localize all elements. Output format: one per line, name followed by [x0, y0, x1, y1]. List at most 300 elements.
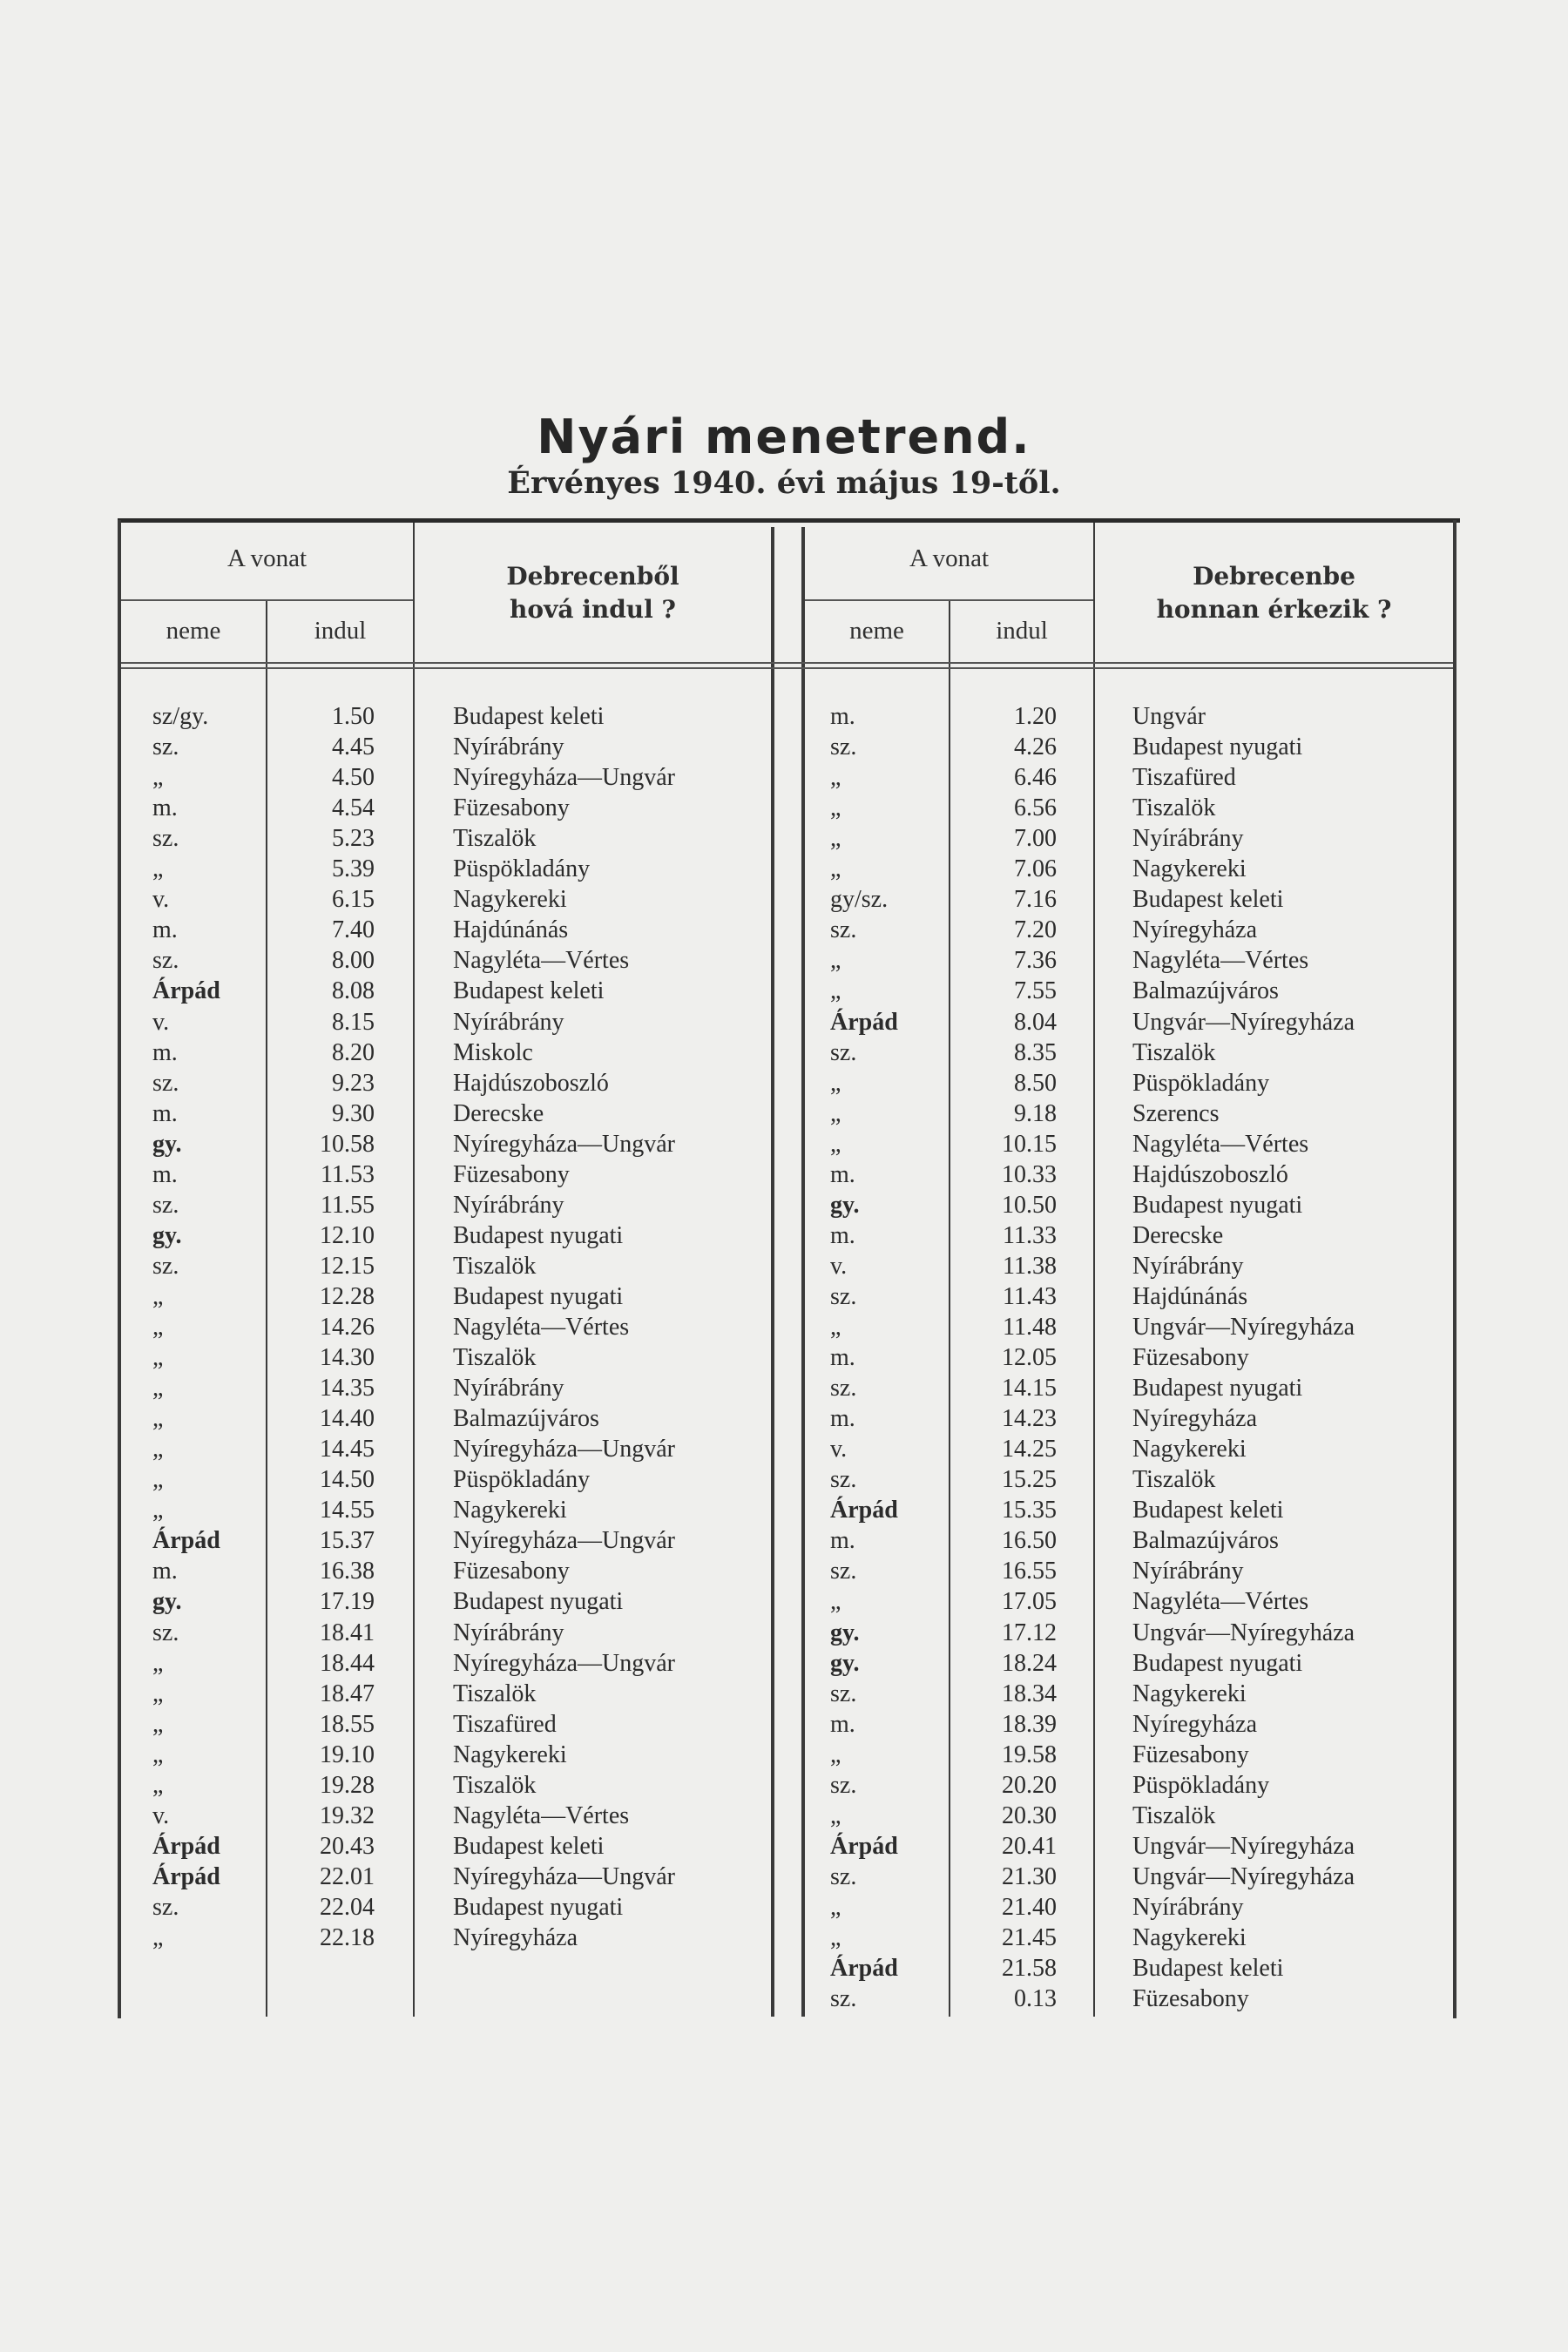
- train-type: „: [152, 1282, 164, 1310]
- train-type: „: [830, 825, 841, 853]
- station-name: Füzesabony: [1132, 1985, 1249, 2013]
- train-time: 18.24: [1002, 1649, 1057, 1677]
- station-name: Hajdúnánás: [1132, 1282, 1248, 1310]
- train-type: sz.: [830, 1466, 857, 1494]
- station-name: Nyíregyháza: [1132, 1405, 1258, 1433]
- train-time: 15.37: [320, 1527, 375, 1555]
- train-type: sz.: [830, 1038, 857, 1066]
- train-type: v.: [152, 886, 170, 914]
- train-time: 6.15: [332, 886, 375, 914]
- arrivals-group-header: A vonat: [909, 544, 990, 572]
- train-type: gy.: [152, 1588, 182, 1616]
- arrivals-row: [0, 1618, 1568, 1648]
- train-type: „: [152, 1344, 164, 1372]
- train-time: 7.55: [1014, 977, 1057, 1005]
- station-name: Nyírábrány: [453, 1191, 564, 1219]
- arrivals-row: [0, 1862, 1568, 1892]
- train-type: sz.: [830, 733, 857, 761]
- arrivals-row: [0, 1984, 1568, 2014]
- station-name: Tiszalök: [453, 1771, 537, 1799]
- train-type: „: [152, 1405, 164, 1433]
- station-name: Hajdúszoboszló: [1132, 1160, 1288, 1188]
- arrivals-row: [0, 884, 1568, 915]
- station-name: Füzesabony: [1132, 1740, 1249, 1768]
- train-time: 19.32: [320, 1801, 375, 1829]
- station-name: Füzesabony: [453, 1160, 570, 1188]
- station-name: Balmazújváros: [1132, 1527, 1279, 1555]
- arrivals-col-kind: neme: [849, 617, 904, 645]
- train-type: „: [152, 1740, 164, 1768]
- train-time: 20.20: [1002, 1771, 1057, 1799]
- train-type: m.: [830, 1344, 855, 1372]
- train-type: „: [152, 1924, 164, 1951]
- train-time: 14.15: [1002, 1375, 1057, 1402]
- station-name: Tiszalök: [453, 1680, 537, 1707]
- arrivals-row: [0, 1556, 1568, 1586]
- train-time: 18.44: [320, 1649, 375, 1677]
- train-time: 10.58: [320, 1130, 375, 1158]
- arrivals-row: [0, 1679, 1568, 1709]
- train-type: „: [830, 1314, 841, 1341]
- arrivals-row: [0, 732, 1568, 762]
- train-type: Árpád: [152, 1862, 220, 1890]
- departures-col-destination-line2: hová indul ?: [510, 595, 676, 624]
- station-name: Nagykereki: [1132, 855, 1247, 883]
- station-name: Ungvár: [1132, 703, 1206, 730]
- train-type: gy.: [830, 1191, 860, 1219]
- train-time: 12.10: [320, 1221, 375, 1249]
- station-name: Nagykereki: [1132, 1924, 1247, 1951]
- station-name: Hajdúszoboszló: [453, 1069, 609, 1097]
- arrivals-row: [0, 854, 1568, 884]
- train-time: 17.05: [1002, 1588, 1057, 1616]
- train-type: „: [830, 855, 841, 883]
- station-name: Derecske: [453, 1099, 544, 1127]
- station-name: Tiszalök: [453, 825, 537, 853]
- train-time: 22.18: [320, 1924, 375, 1951]
- station-name: Nagyléta—Vértes: [453, 1801, 630, 1829]
- train-time: 11.38: [1003, 1252, 1057, 1280]
- station-name: Budapest nyugati: [1132, 1375, 1303, 1402]
- train-time: 0.13: [1014, 1985, 1057, 2013]
- station-name: Nyíregyháza: [453, 1924, 578, 1951]
- station-name: Tiszalök: [453, 1252, 537, 1280]
- train-time: 8.20: [332, 1038, 375, 1066]
- station-name: Nyíregyháza: [1132, 916, 1258, 944]
- train-time: 10.33: [1002, 1160, 1057, 1188]
- arrivals-row: [0, 1892, 1568, 1923]
- arrivals-row: [0, 1709, 1568, 1740]
- train-type: „: [830, 1924, 841, 1951]
- train-type: m.: [830, 1527, 855, 1555]
- train-time: 7.20: [1014, 916, 1057, 944]
- train-time: 8.04: [1014, 1008, 1057, 1036]
- arrivals-row: [0, 945, 1568, 976]
- arrivals-row: [0, 701, 1568, 732]
- train-type: v.: [152, 1801, 170, 1829]
- arrivals-row: [0, 1648, 1568, 1679]
- departures-group-underline: [121, 599, 413, 601]
- train-type: sz.: [830, 1985, 857, 2013]
- train-time: 16.55: [1002, 1558, 1057, 1585]
- train-type: sz.: [830, 916, 857, 944]
- station-name: Budapest nyugati: [1132, 1191, 1303, 1219]
- train-time: 4.26: [1014, 733, 1057, 761]
- station-name: Nyíregyháza—Ungvár: [453, 764, 676, 792]
- station-name: Püspökladány: [1132, 1069, 1270, 1097]
- arrivals-row: [0, 1037, 1568, 1068]
- station-name: Balmazújváros: [1132, 977, 1279, 1005]
- station-name: Ungvár—Nyíregyháza: [1132, 1619, 1355, 1646]
- train-time: 1.50: [332, 703, 375, 730]
- departures-col-kind: neme: [166, 617, 221, 645]
- station-name: Püspökladány: [453, 1466, 591, 1494]
- station-name: Nyírábrány: [1132, 825, 1244, 853]
- train-type: Árpád: [152, 1527, 220, 1555]
- train-time: 7.16: [1014, 886, 1057, 914]
- train-type: m.: [152, 1099, 178, 1127]
- train-type: sz.: [830, 1862, 857, 1890]
- arrivals-row: [0, 1251, 1568, 1281]
- train-type: „: [830, 1893, 841, 1921]
- arrivals-col-origin-line1: Debrecenbe: [1193, 562, 1355, 591]
- train-time: 15.25: [1002, 1466, 1057, 1494]
- train-time: 19.58: [1002, 1740, 1057, 1768]
- train-time: 21.45: [1002, 1924, 1057, 1951]
- station-name: Budapest keleti: [1132, 886, 1284, 914]
- station-name: Szerencs: [1132, 1099, 1220, 1127]
- train-time: 4.54: [332, 794, 375, 822]
- train-type: v.: [152, 1008, 170, 1036]
- arrivals-row: [0, 762, 1568, 793]
- departures-col-time: indul: [314, 617, 367, 645]
- train-time: 20.43: [320, 1832, 375, 1860]
- train-type: „: [152, 1771, 164, 1799]
- arrivals-col-time: indul: [996, 617, 1048, 645]
- train-time: 14.50: [320, 1466, 375, 1494]
- train-type: m.: [830, 1710, 855, 1738]
- train-time: 12.28: [320, 1282, 375, 1310]
- station-name: Nyíregyháza—Ungvár: [453, 1436, 676, 1463]
- train-type: sz.: [152, 1893, 179, 1921]
- arrivals-row: [0, 915, 1568, 945]
- station-name: Nagyléta—Vértes: [453, 947, 630, 975]
- train-type: „: [830, 947, 841, 975]
- train-type: Árpád: [152, 977, 220, 1005]
- station-name: Hajdúnánás: [453, 916, 569, 944]
- train-time: 8.15: [332, 1008, 375, 1036]
- train-time: 12.15: [320, 1252, 375, 1280]
- station-name: Nagykereki: [1132, 1436, 1247, 1463]
- train-type: „: [830, 1801, 841, 1829]
- station-name: Püspökladány: [453, 855, 591, 883]
- arrivals-group-underline: [805, 599, 1093, 601]
- departures-col-destination-line1: Debrecenből: [506, 562, 679, 591]
- train-type: sz.: [152, 1069, 179, 1097]
- train-type: v.: [830, 1252, 848, 1280]
- train-type: m.: [152, 794, 178, 822]
- train-time: 14.25: [1002, 1436, 1057, 1463]
- arrivals-row: [0, 1312, 1568, 1342]
- train-time: 14.26: [320, 1314, 375, 1341]
- station-name: Budapest nyugati: [1132, 1649, 1303, 1677]
- train-time: 18.55: [320, 1710, 375, 1738]
- train-time: 17.12: [1002, 1619, 1057, 1646]
- train-time: 8.08: [332, 977, 375, 1005]
- train-time: 15.35: [1002, 1497, 1057, 1524]
- table-top-border: [118, 518, 1460, 523]
- train-type: gy.: [152, 1221, 182, 1249]
- station-name: Budapest nyugati: [1132, 733, 1303, 761]
- train-type: „: [152, 1649, 164, 1677]
- train-type: m.: [830, 1160, 855, 1188]
- arrivals-row: [0, 1190, 1568, 1220]
- station-name: Füzesabony: [1132, 1344, 1249, 1372]
- train-type: v.: [830, 1436, 848, 1463]
- arrivals-row: [0, 1281, 1568, 1312]
- station-name: Nyíregyháza—Ungvár: [453, 1862, 676, 1890]
- train-type: sz.: [152, 1252, 179, 1280]
- station-name: Tiszalök: [1132, 1801, 1216, 1829]
- arrivals-row: [0, 1434, 1568, 1464]
- arrivals-row: [0, 1342, 1568, 1373]
- train-time: 14.45: [320, 1436, 375, 1463]
- train-type: sz/gy.: [152, 703, 209, 730]
- arrivals-row: [0, 1220, 1568, 1251]
- train-time: 18.39: [1002, 1710, 1057, 1738]
- header-bottom-rule: [121, 662, 1453, 664]
- train-type: m.: [152, 916, 178, 944]
- station-name: Füzesabony: [453, 794, 570, 822]
- train-type: m.: [152, 1558, 178, 1585]
- arrivals-row: [0, 1831, 1568, 1862]
- train-type: „: [152, 1497, 164, 1524]
- station-name: Tiszafüred: [1132, 764, 1236, 792]
- train-time: 4.50: [332, 764, 375, 792]
- station-name: Nyíregyháza—Ungvár: [453, 1130, 676, 1158]
- arrivals-col-origin-line2: honnan érkezik ?: [1156, 595, 1392, 624]
- arrivals-row: [0, 1068, 1568, 1098]
- train-type: gy.: [152, 1130, 182, 1158]
- arrivals-row: [0, 1129, 1568, 1159]
- arrivals-row: [0, 1740, 1568, 1770]
- station-name: Tiszalök: [1132, 1466, 1216, 1494]
- train-time: 18.47: [320, 1680, 375, 1707]
- train-type: gy.: [830, 1619, 860, 1646]
- station-name: Nagyléta—Vértes: [453, 1314, 630, 1341]
- station-name: Ungvár—Nyíregyháza: [1132, 1832, 1355, 1860]
- train-time: 6.56: [1014, 794, 1057, 822]
- train-time: 11.43: [1003, 1282, 1057, 1310]
- train-time: 9.30: [332, 1099, 375, 1127]
- train-time: 11.48: [1003, 1314, 1057, 1341]
- station-name: Budapest keleti: [453, 977, 605, 1005]
- station-name: Budapest nyugati: [453, 1282, 624, 1310]
- arrivals-row: [0, 823, 1568, 854]
- arrivals-row: [0, 976, 1568, 1006]
- station-name: Tiszalök: [453, 1344, 537, 1372]
- station-name: Nagykereki: [453, 886, 567, 914]
- arrivals-row: [0, 1159, 1568, 1190]
- train-type: „: [152, 1466, 164, 1494]
- arrivals-row: [0, 1923, 1568, 1953]
- train-type: sz.: [830, 1771, 857, 1799]
- train-type: m.: [152, 1038, 178, 1066]
- train-time: 19.28: [320, 1771, 375, 1799]
- station-name: Nyírábrány: [453, 1008, 564, 1036]
- train-type: „: [830, 977, 841, 1005]
- train-time: 22.01: [320, 1862, 375, 1890]
- train-time: 18.34: [1002, 1680, 1057, 1707]
- station-name: Budapest keleti: [453, 703, 605, 730]
- train-type: „: [152, 1710, 164, 1738]
- arrivals-row: [0, 1098, 1568, 1129]
- station-name: Nyíregyháza—Ungvár: [453, 1527, 676, 1555]
- train-type: „: [830, 1099, 841, 1127]
- train-type: „: [830, 1740, 841, 1768]
- train-type: sz.: [830, 1558, 857, 1585]
- train-time: 14.30: [320, 1344, 375, 1372]
- train-time: 7.06: [1014, 855, 1057, 883]
- train-time: 16.50: [1002, 1527, 1057, 1555]
- train-time: 5.39: [332, 855, 375, 883]
- train-type: „: [830, 794, 841, 822]
- arrivals-row: [0, 1464, 1568, 1495]
- train-time: 16.38: [320, 1558, 375, 1585]
- station-name: Nyírábrány: [453, 733, 564, 761]
- train-type: sz.: [830, 1680, 857, 1707]
- station-name: Nyírábrány: [1132, 1558, 1244, 1585]
- arrivals-row: [0, 1007, 1568, 1037]
- arrivals-row: [0, 1953, 1568, 1984]
- station-name: Ungvár—Nyíregyháza: [1132, 1314, 1355, 1341]
- arrivals-row: [0, 1586, 1568, 1617]
- train-type: m.: [830, 703, 855, 730]
- train-type: sz.: [152, 733, 179, 761]
- train-type: „: [830, 1588, 841, 1616]
- train-time: 11.53: [321, 1160, 375, 1188]
- arrivals-row: [0, 793, 1568, 823]
- train-type: gy.: [830, 1649, 860, 1677]
- station-name: Nagyléta—Vértes: [1132, 1130, 1309, 1158]
- station-name: Budapest nyugati: [453, 1893, 624, 1921]
- arrivals-row: [0, 1801, 1568, 1831]
- train-time: 12.05: [1002, 1344, 1057, 1372]
- train-type: m.: [830, 1221, 855, 1249]
- train-type: m.: [830, 1405, 855, 1433]
- train-type: „: [152, 764, 164, 792]
- arrivals-row: [0, 1373, 1568, 1403]
- station-name: Miskolc: [453, 1038, 533, 1066]
- train-time: 14.55: [320, 1497, 375, 1524]
- train-type: „: [152, 1680, 164, 1707]
- train-time: 21.30: [1002, 1862, 1057, 1890]
- arrivals-row: [0, 1403, 1568, 1434]
- station-name: Nagyléta—Vértes: [1132, 1588, 1309, 1616]
- train-type: sz.: [830, 1282, 857, 1310]
- train-type: sz.: [152, 1191, 179, 1219]
- station-name: Budapest nyugati: [453, 1588, 624, 1616]
- train-type: Árpád: [830, 1832, 898, 1860]
- train-time: 1.20: [1014, 703, 1057, 730]
- train-type: Árpád: [830, 1955, 898, 1983]
- train-time: 14.35: [320, 1375, 375, 1402]
- train-time: 8.35: [1014, 1038, 1057, 1066]
- train-time: 4.45: [332, 733, 375, 761]
- train-time: 6.46: [1014, 764, 1057, 792]
- train-time: 9.18: [1014, 1099, 1057, 1127]
- train-time: 10.15: [1002, 1130, 1057, 1158]
- train-time: 17.19: [320, 1588, 375, 1616]
- train-time: 9.23: [332, 1069, 375, 1097]
- station-name: Nyírábrány: [453, 1619, 564, 1646]
- train-time: 10.50: [1002, 1191, 1057, 1219]
- train-type: „: [830, 1069, 841, 1097]
- header-bottom-rule-2: [121, 667, 1453, 669]
- train-type: gy/sz.: [830, 886, 889, 914]
- train-type: Árpád: [830, 1497, 898, 1524]
- train-time: 8.50: [1014, 1069, 1057, 1097]
- train-time: 11.55: [321, 1191, 375, 1219]
- train-type: sz.: [152, 947, 179, 975]
- arrivals-row: [0, 1525, 1568, 1556]
- station-name: Tiszalök: [1132, 1038, 1216, 1066]
- train-time: 7.00: [1014, 825, 1057, 853]
- arrivals-row: [0, 1495, 1568, 1525]
- train-time: 7.36: [1014, 947, 1057, 975]
- train-time: 11.33: [1003, 1221, 1057, 1249]
- station-name: Tiszalök: [1132, 794, 1216, 822]
- station-name: Ungvár—Nyíregyháza: [1132, 1862, 1355, 1890]
- page-title: Nyári menetrend.: [537, 409, 1031, 464]
- train-type: sz.: [152, 1619, 179, 1646]
- station-name: Nagykereki: [1132, 1680, 1247, 1707]
- train-time: 20.30: [1002, 1801, 1057, 1829]
- departures-group-header: A vonat: [226, 544, 308, 572]
- station-name: Tiszafüred: [453, 1710, 557, 1738]
- station-name: Nagykereki: [453, 1497, 567, 1524]
- station-name: Balmazújváros: [453, 1405, 599, 1433]
- station-name: Nyíregyháza: [1132, 1710, 1258, 1738]
- station-name: Nyírábrány: [1132, 1252, 1244, 1280]
- train-time: 14.23: [1002, 1405, 1057, 1433]
- station-name: Nyírábrány: [453, 1375, 564, 1402]
- train-type: „: [830, 764, 841, 792]
- train-type: „: [152, 855, 164, 883]
- station-name: Nagyléta—Vértes: [1132, 947, 1309, 975]
- station-name: Füzesabony: [453, 1558, 570, 1585]
- station-name: Püspökladány: [1132, 1771, 1270, 1799]
- train-time: 5.23: [332, 825, 375, 853]
- station-name: Nagykereki: [453, 1740, 567, 1768]
- train-type: m.: [152, 1160, 178, 1188]
- page-subtitle: Érvényes 1940. évi május 19-től.: [507, 465, 1061, 501]
- train-time: 19.10: [320, 1740, 375, 1768]
- station-name: Nyíregyháza—Ungvár: [453, 1649, 676, 1677]
- train-time: 22.04: [320, 1893, 375, 1921]
- station-name: Ungvár—Nyíregyháza: [1132, 1008, 1355, 1036]
- train-time: 7.40: [332, 916, 375, 944]
- train-type: „: [152, 1314, 164, 1341]
- station-name: Budapest nyugati: [453, 1221, 624, 1249]
- station-name: Nyírábrány: [1132, 1893, 1244, 1921]
- arrivals-row: [0, 1770, 1568, 1801]
- arrivals-col-origin: [1095, 560, 1453, 626]
- train-time: 8.00: [332, 947, 375, 975]
- train-type: „: [152, 1375, 164, 1402]
- train-type: sz.: [152, 825, 179, 853]
- train-type: Árpád: [830, 1008, 898, 1036]
